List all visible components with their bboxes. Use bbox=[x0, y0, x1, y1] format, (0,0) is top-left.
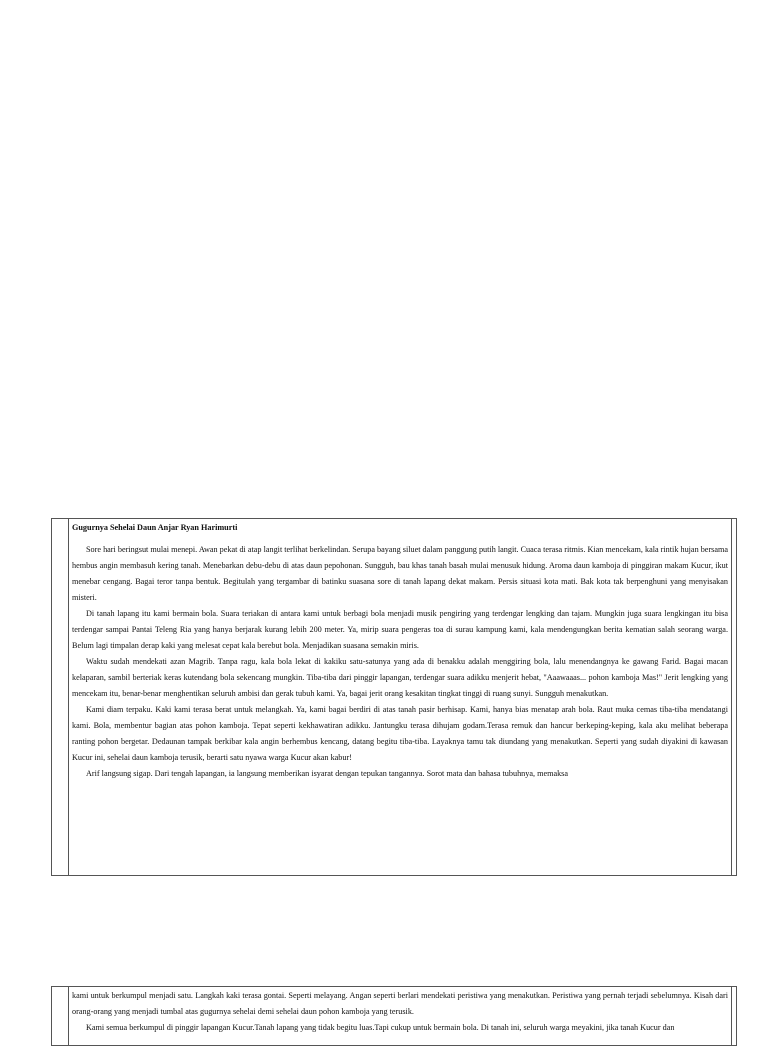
document-title: Gugurnya Sehelai Daun Anjar Ryan Harimurti bbox=[72, 523, 238, 532]
left-margin-line bbox=[68, 987, 69, 1045]
right-margin-line bbox=[731, 987, 732, 1045]
paragraph: Di tanah lapang itu kami bermain bola. Suara teriakan di antara kami untuk berbagi bola menjadi musik pengiring yang terdengar lengking dan tajam. Mungkin juga suara lengkingan itu bisa terdengar sampai Pantai Teleng Ria yang hanya berjarak kurang lebih 200 meter. Ya, mirip suara pengeras toa di surau kampung kami, kala mendengungkan berita kematian salah seorang warga. Belum lagi timpalan derap kaki yang melesat cepat kala berebut bola. Menjadikan suasana semakin miris. bbox=[72, 609, 728, 650]
right-margin-line bbox=[731, 519, 732, 875]
paragraph: Arif langsung sigap. Dari tengah lapangan, ia langsung memberikan isyarat dengan tepukan tangannya. Sorot mata dan bahasa tubuhnya, memaksa bbox=[86, 769, 569, 778]
page-content bbox=[72, 520, 728, 782]
paragraph: kami untuk berkumpul menjadi satu. Langkah kaki terasa gontai. Seperti melayang. Angan seperti berlari mendekati peristiwa yang menakutkan. Peristiwa yang pernah terjadi sebelumnya. Kisah dari orang-orang yang menjadi tumbal atas gugurnya sehelai demi sehelai daun pohon kamboja yang terusik. bbox=[72, 991, 728, 1016]
paragraph: Sore hari beringsut mulai menepi. Awan pekat di atap langit terlihat berkelindan. Serupa bayang siluet dalam panggung putih langit. Cuaca terasa ritmis. Kian mencekam, kala rintik hujan bersama hembus angin membasuh kering tanah. Menebarkan debu-debu di atas daun pepohonan. Sungguh, bau khas tanah basah mulai menusuk hidung. Aroma daun kamboja di pinggiran makam Kucur, ikut menebar cengang. Bagai teror tanpa bentuk. Begitulah yang tergambar di batinku suasana sore di tanah lapang dekat makam. Persis situasi kota mati. Bak kota tak berpenghuni yang menyisakan misteri. bbox=[72, 545, 728, 602]
left-margin-line bbox=[68, 519, 69, 875]
paragraph: Kami diam terpaku. Kaki kami terasa berat untuk melangkah. Ya, kami bagai berdiri di atas tanah pasir berhisap. Kami, hanya bias menatap arah bola. Raut muka cemas tiba-tiba mendatangi kami. Bola, membentur bagian atas pohon kamboja. Tepat seperti kekhawatiran adikku. Jantungku terasa dihujam godam.Terasa remuk dan hancur berkeping-keping, kala aku melihat beberapa ranting pohon bergetar. Dedaunan tampak berkibar kala angin berhembus kencang, datang begitu tiba-tiba. Layaknya tamu tak diundang yang menakutkan. Seperti yang sudah diyakini di kawasan Kucur ini, sehelai daun kamboja terusik, berarti satu nyawa warga Kucur akan kabur! bbox=[72, 705, 728, 762]
paragraph: Waktu sudah mendekati azan Magrib. Tanpa ragu, kala bola lekat di kakiku satu-satunya yang ada di benakku adalah menggiring bola, lalu menendangnya ke gawang Farid. Bagai macan kelaparan, sambil berteriak keras kutendang bola sekencang mungkin. Tiba-tiba dari pinggir lapangan, terdengar suara adikku menjerit hebat, "Aaawaaas... pohon kamboja Mas!" Jerit lengking yang mencekam itu, benar-benar menghentikan seluruh ambisi dan gerak tubuh kami. Ya, bagai jerit orang kesakitan tingkat tinggi di ruang sunyi. Sungguh menakutkan. bbox=[72, 657, 728, 698]
document-page-2 bbox=[51, 986, 737, 1046]
document-page-1 bbox=[51, 518, 737, 876]
page-content bbox=[72, 988, 728, 1036]
paragraph: Kami semua berkumpul di pinggir lapangan Kucur.Tanah lapang yang tidak begitu luas.Tapi cukup untuk bermain bola. Di tanah ini, seluruh warga meyakini, jika tanah Kucur dan bbox=[86, 1023, 675, 1032]
